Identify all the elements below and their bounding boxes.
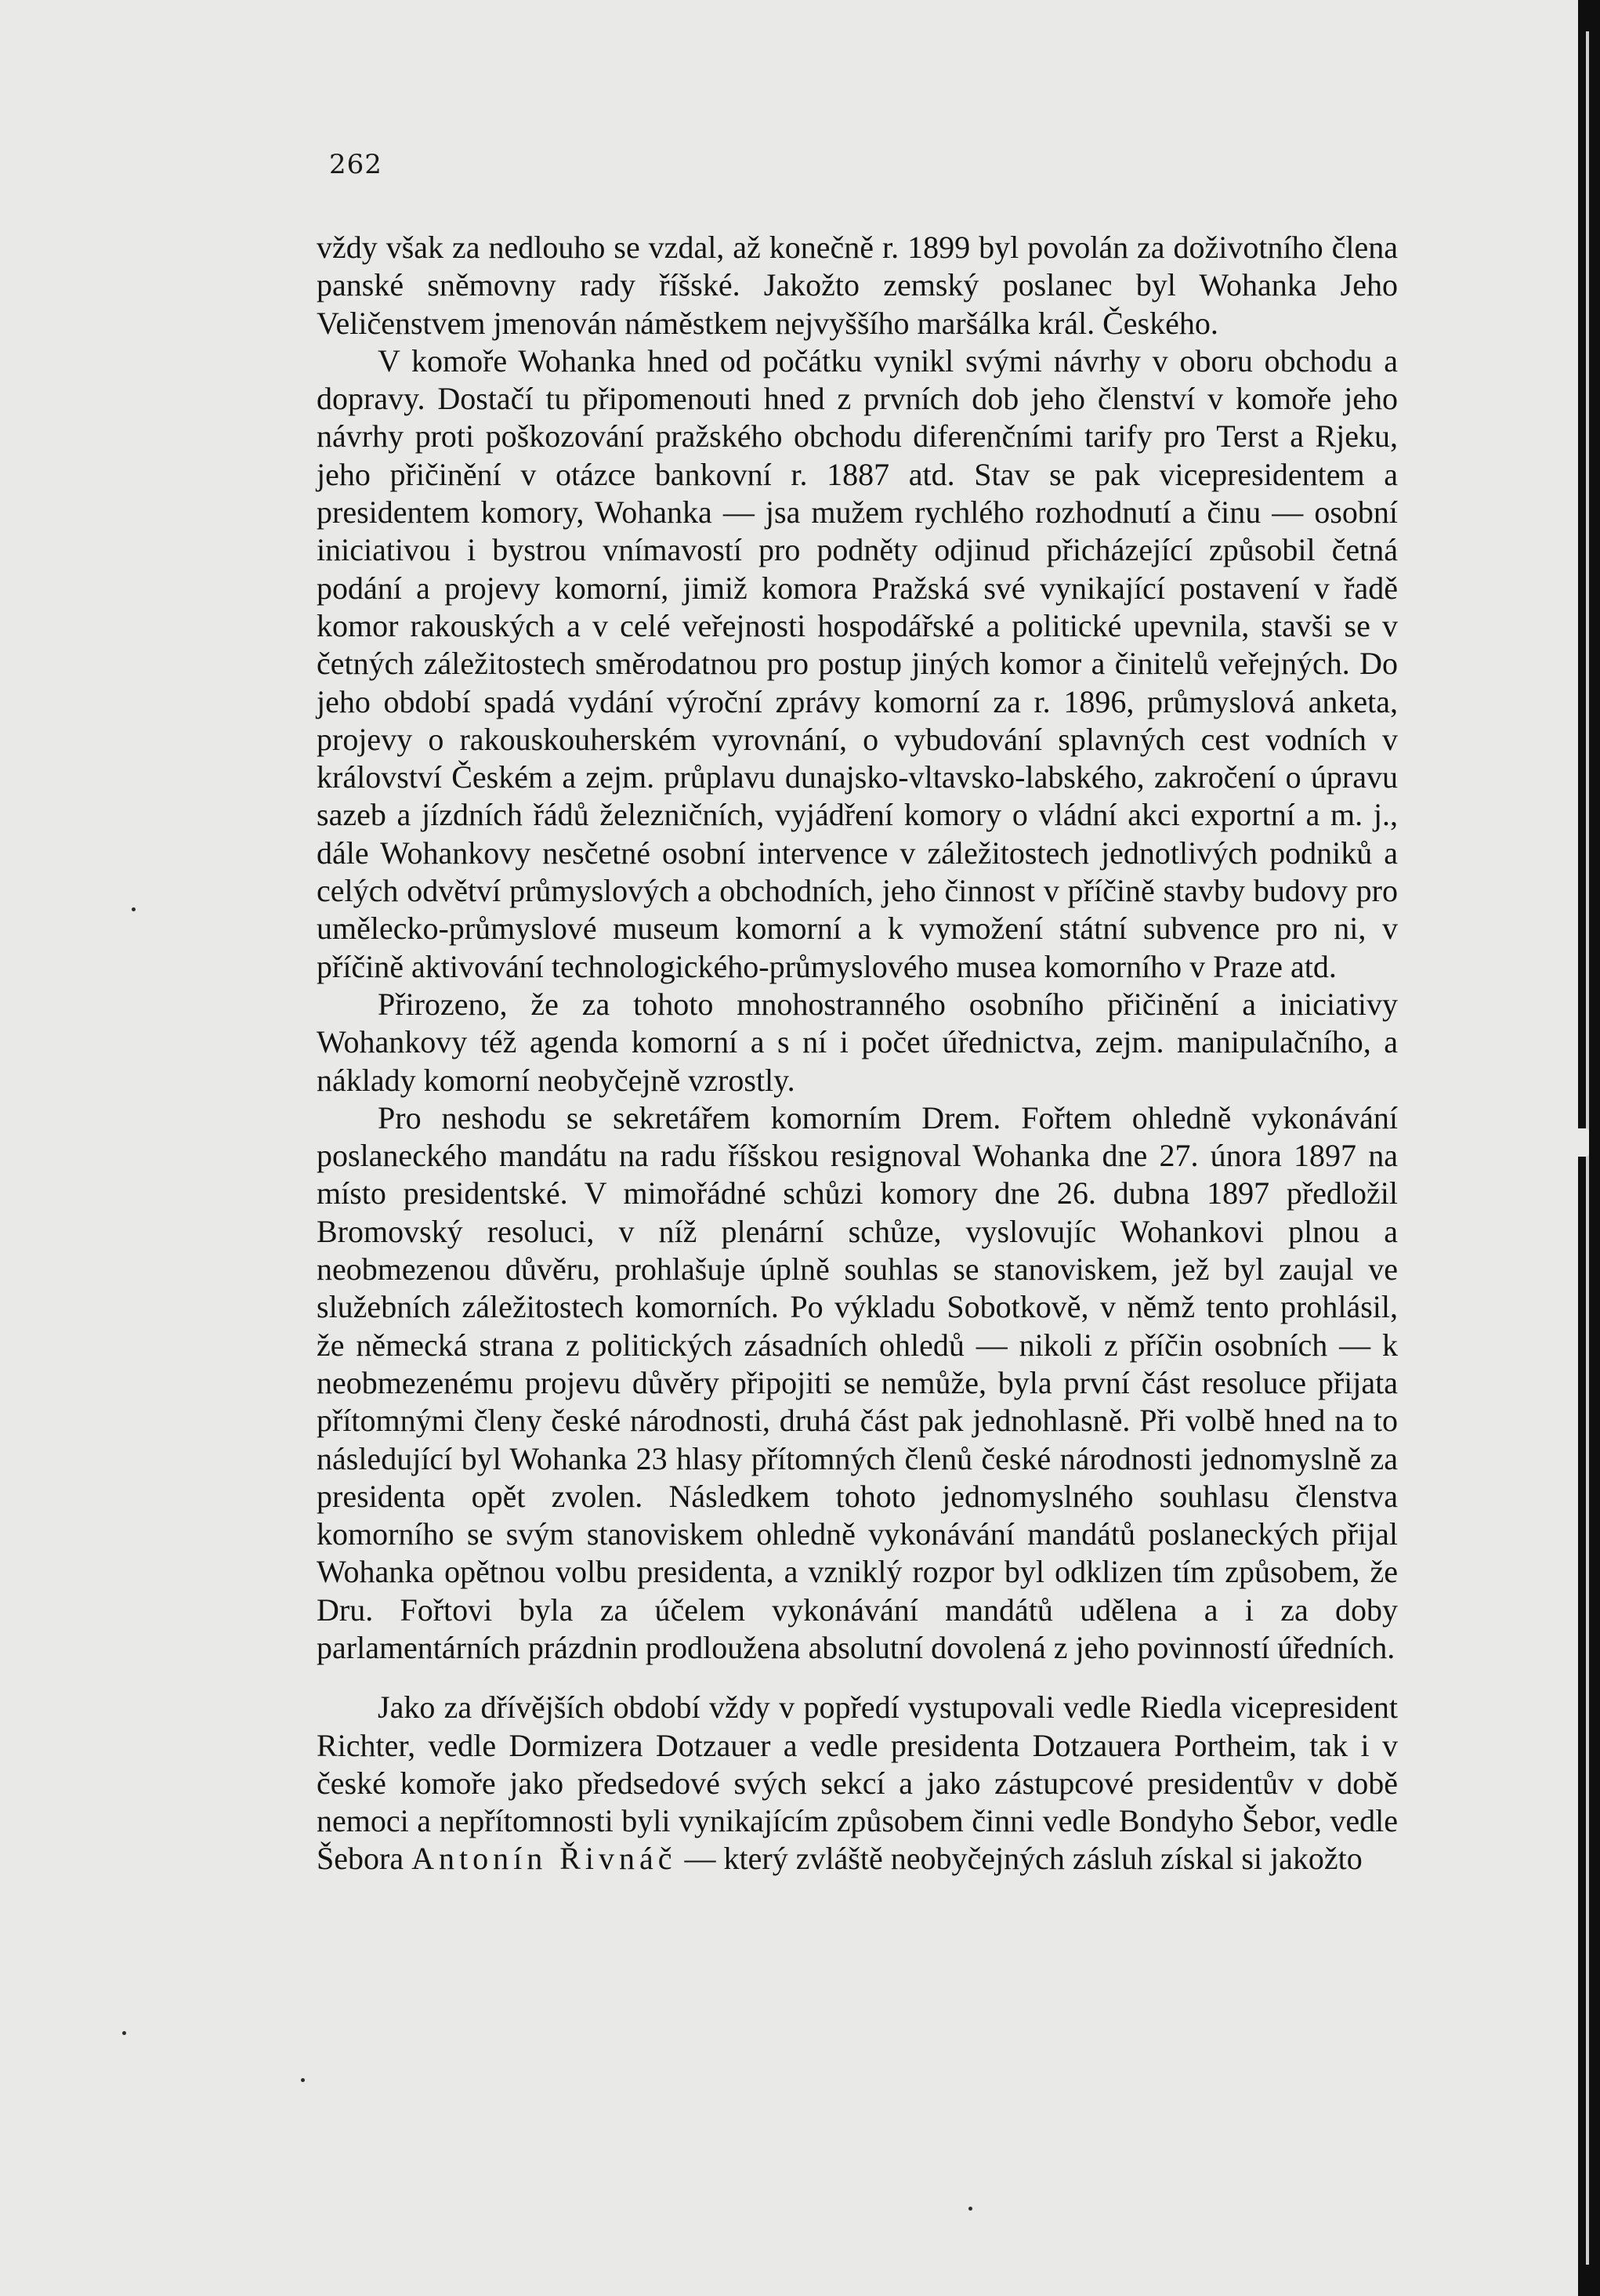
scan-speck: [301, 2078, 305, 2082]
paragraph-1: vždy však za nedlouho se vzdal, až konečně r. 1899 byl povolán za doživotního člena panské sněmovny rady říšské. Jakožto zemský poslanec byl Wohanka Jeho Veličenstvem jmenován náměstkem nejvyššího maršálka král. Českého.: [317, 230, 1398, 341]
paragraph-2: V komoře Wohanka hned od počátku vynikl svými návrhy v oboru obchodu a dopravy. Dostačí tu připomenouti hned z prvních dob jeho členství v komoře jeho návrhy proti poškozování pražského obchodu diferenčními tarify pro Terst a Rjeku, jeho přičinění v otázce bankovní r. 1887 atd. Stav se pak vicepresidentem a presidentem komory, Wohanka — jsa mužem rychlého rozhodnutí a činu — osobní iniciativou i bystrou vnímavostí pro podněty odjinud přicházející způsobil četná podání a projevy komorní, jimiž komora Pražská své vynikající postavení v řadě komor rakouských a v celé veřejnosti hospodářské a politické upevnila, stavši se v četných záležitostech směrodatnou pro postup jiných komor a činitelů veřejných. Do jeho období spadá vydání výroční zprávy komorní za r. 1896, průmyslová anketa, projevy o rakouskouherském vyrovnání, o vybudování splavných cest vodních v království Českém a zejm. průplavu dunajsko-vltavsko-labského, zakročení o úpravu sazeb a jízdních řádů železničních, vyjádření komory o vládní akci exportní a m. j., dále Wohankovy nesčetné osobní intervence v záležitostech jednotlivých podniků a celých odvětví průmyslových a obchodních, jeho činnost v příčině stavby budovy pro umělecko-průmyslové museum komorní a k vymožení státní subvence pro ni, v příčině aktivování technologického-průmyslového musea komorního v Praze atd.: [317, 342, 1398, 984]
body-text: [317, 229, 1398, 1878]
scan-speck: [132, 907, 136, 911]
scan-speck: [968, 2207, 972, 2211]
paragraph-5-text-after: — který zvláště neobyčejných zásluh získal si jakožto: [684, 1841, 1363, 1877]
page-number: 262: [329, 149, 382, 180]
scan-speck: [122, 2031, 126, 2035]
scan-edge-mark: [1575, 1128, 1589, 1157]
paragraph-3: Přirozeno, že za tohoto mnohostranného osobního přičinění a iniciativy Wohankovy též agenda komorní a s ní i počet úřednictva, zejm. manipulačního, a náklady komorní neobyčejně vzrostly.: [317, 986, 1398, 1098]
paragraph-5: [317, 1689, 1398, 1878]
paragraph-4: Pro neshodu se sekretářem komorním Drem. Fořtem ohledně vykonávání poslaneckého mandátu na radu říšskou resignoval Wohanka dne 27. února 1897 na místo presidentské. V mimořádné schůzi komory dne 26. dubna 1897 předložil Bromovský resoluci, v níž plenární schůze, vyslovujíc Wohankovi plnou a neobmezenou důvěru, prohlašuje úplně souhlas se stanoviskem, jež byl zaujal ve služebních záležitostech komorních. Po výkladu Sobotkově, v němž tento prohlásil, že německá strana z politických zásadních ohledů — nikoli z příčin osobních — k neobmezenému projevu důvěry připojiti se nemůže, byla první část resoluce přijata přítomnými členy české národnosti, druhá část pak jednohlasně. Při volbě hned na to následující byl Wohanka 23 hlasy přítomných členů české národnosti jednomyslně za presidenta opět zvolen. Následkem tohoto jednomyslného souhlasu členstva komorního se svým stanoviskem ohledně vykonávání mandátů poslaneckých přijal Wohanka opětnou volbu presidenta, a vzniklý rozpor byl odklizen tím způsobem, že Dru. Fořtovi byla za účelem vykonávání mandátů udělena a i za doby parlamentárních prázdnin prodloužena absolutní dovolená z jeho povinností úředních.: [317, 1099, 1398, 1665]
paragraph-5-text-before: Jako za dřívějších období vždy v popředí vystupovali vedle Riedla vicepresident Richter, vedle Dormizera Dotzauer a vedle presidenta Dotzauera Portheim, tak i v české komoře jako předsedové svých sekcí a jako zástupcové presidentův v době nemoci a nepřítomnosti byli vynikajícím způsobem činni vedle Bondyho Šebor, vedle Šebora: [317, 1689, 1398, 1877]
spaced-name: Antonín Řivnáč: [411, 1841, 677, 1877]
